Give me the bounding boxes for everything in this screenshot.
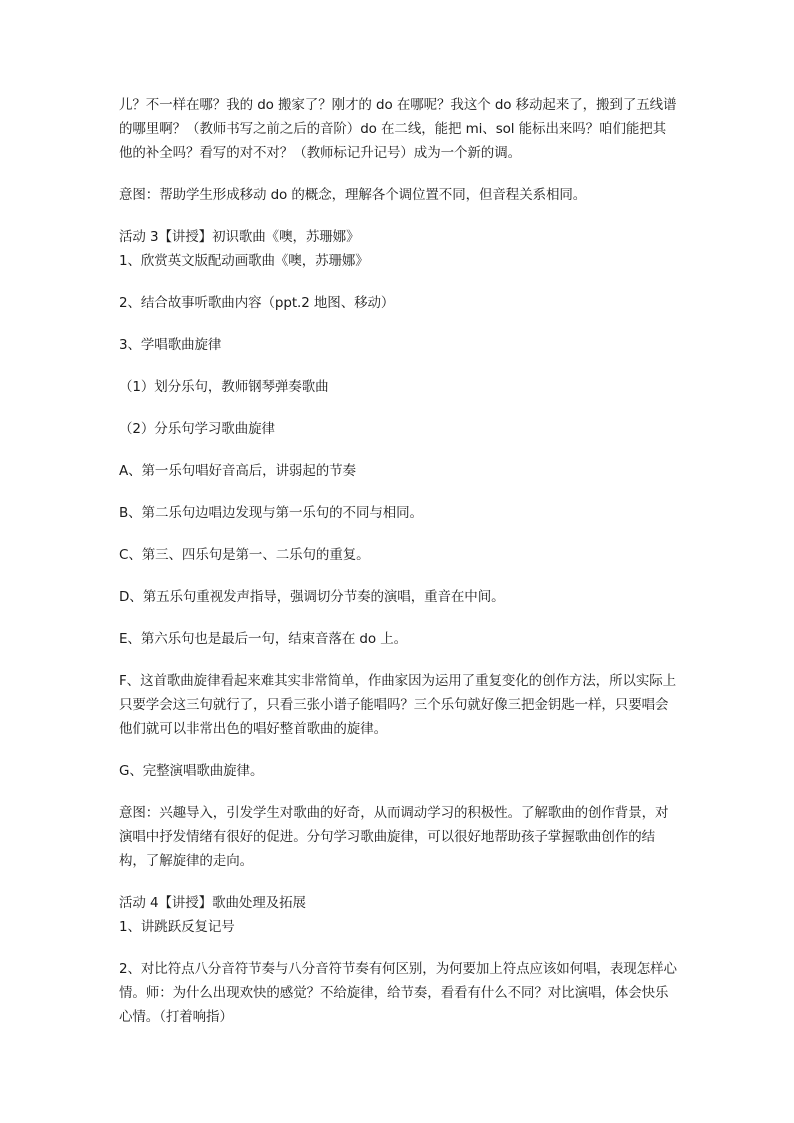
paragraph-intent-1: 意图：帮助学生形成移动 do 的概念，理解各个调位置不同，但音程关系相同。 (119, 187, 587, 203)
document-body (119, 93, 679, 1047)
list-item: F、这首歌曲旋律看起来难其实非常简单，作曲家因为运用了重复变化的创作方法，所以实际上只要学会这三句就行了，只看三张小谱子能唱吗？三个乐句就好像三把金钥匙一样，只要唱会他们就可以非常出色的唱好整首歌曲的旋律。 (119, 673, 677, 737)
list-item: （2）分乐句学习歌曲旋律 (119, 421, 275, 437)
list-item: 2、结合故事听歌曲内容（ppt.2 地图、移动） (119, 295, 395, 311)
list-item: 1、欣赏英文版配动画歌曲《噢，苏珊娜》 (119, 253, 369, 269)
list-item: E、第六乐句也是最后一句，结束音落在 do 上。 (119, 631, 408, 647)
list-item: D、第五乐句重视发声指导，强调切分节奏的演唱，重音在中间。 (119, 589, 505, 605)
paragraph-intent-2: 意图：兴趣导入，引发学生对歌曲的好奇，从而调动学习的积极性。了解歌曲的创作背景，对演唱中抒发情绪有很好的促进。分句学习歌曲旋律，可以很好地帮助孩子掌握歌曲创作的结构，了解旋律的走向。 (119, 805, 669, 869)
list-item: G、完整演唱歌曲旋律。 (119, 763, 264, 779)
paragraph-intro: 儿？不一样在哪？我的 do 搬家了？刚才的 do 在哪呢？我这个 do 移动起来了，搬到了五线谱的哪里啊？（教师书写之前之后的音阶）do 在二线，能把 mi、sol 能标出来吗？咱们能把其他的补全吗？看写的对不对？（教师标记升记号）成为一个新的调。 (119, 97, 677, 161)
list-item: 2、对比符点八分音符节奏与八分音符节奏有何区别，为何要加上符点应该如何唱，表现怎样心情。师：为什么出现欢快的感觉？不给旋律，给节奏，看看有什么不同？对比演唱，体会快乐心情。（打着响指） (119, 961, 677, 1025)
heading-activity-4: 活动 4【讲授】歌曲处理及拓展 (119, 895, 306, 911)
list-item: A、第一乐句唱好音高后，讲弱起的节奏 (119, 463, 356, 479)
list-item: 1、讲跳跃反复记号 (119, 919, 235, 935)
heading-activity-3: 活动 3【讲授】初识歌曲《噢，苏珊娜》 (119, 229, 360, 245)
list-item: 3、学唱歌曲旋律 (119, 337, 222, 353)
list-item: B、第二乐句边唱边发现与第一乐句的不同与相同。 (119, 505, 423, 521)
list-item: （1）划分乐句，教师钢琴弹奏歌曲 (119, 379, 329, 395)
list-item: C、第三、四乐句是第一、二乐句的重复。 (119, 547, 370, 563)
